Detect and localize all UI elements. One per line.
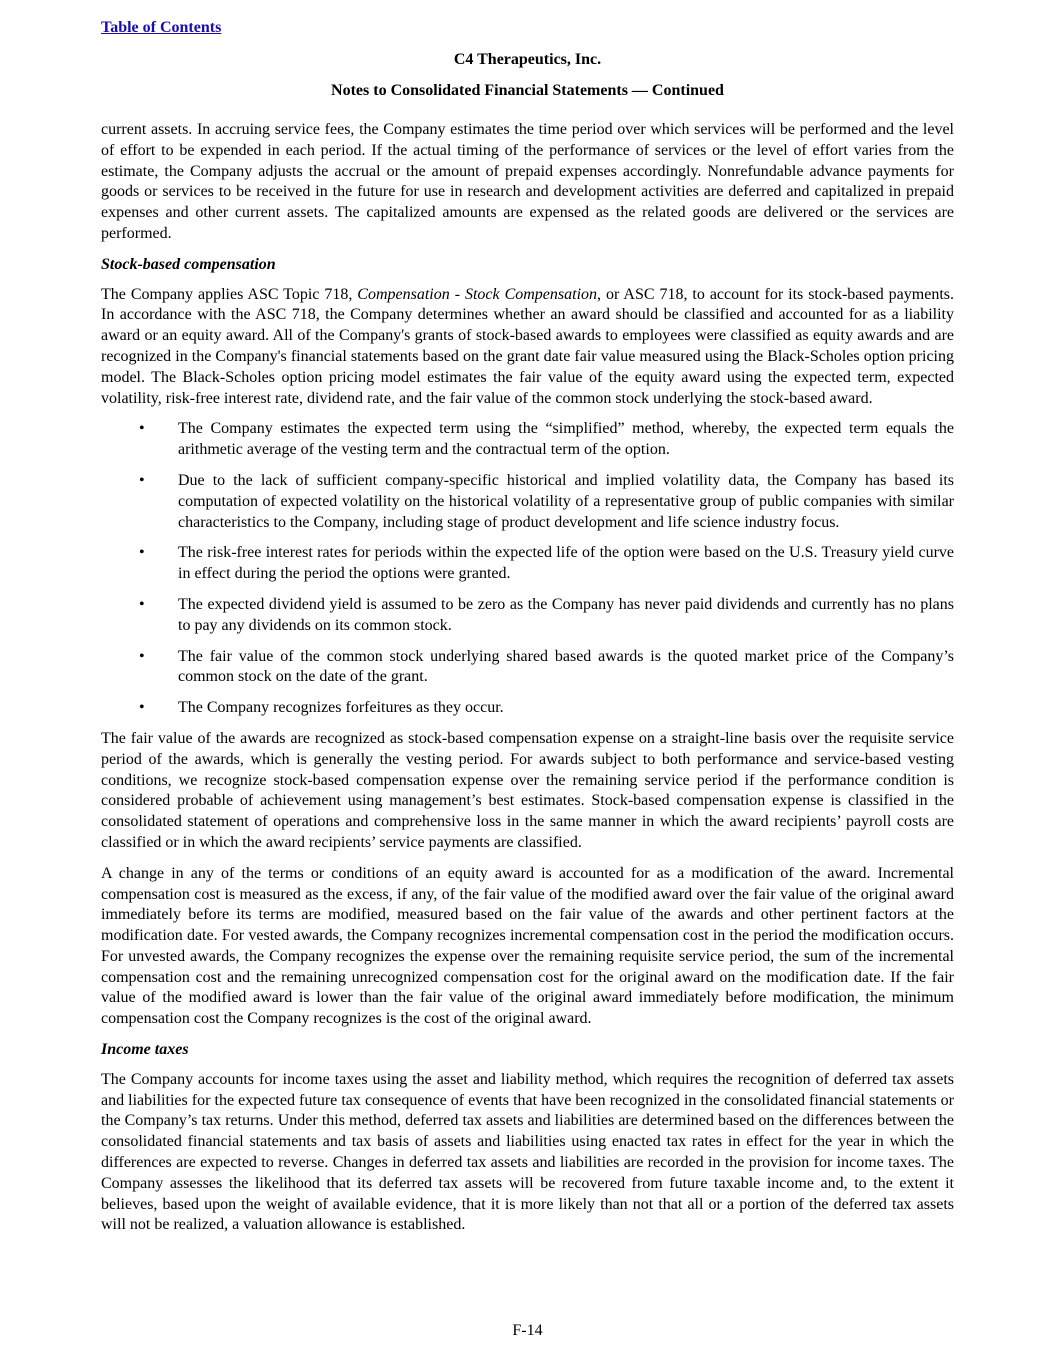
list-item-text: The expected dividend yield is assumed to be zero as the Company has never paid dividends and currently has no plans to pay any dividends on its common stock. [178,595,954,634]
company-name: C4 Therapeutics, Inc. [453,51,602,68]
bullet-icon: • [139,699,145,717]
paragraph-sbc-2: The fair value of the awards are recognized as stock-based compensation expense on a straight-line basis over the requisite service period of the awards, which is generally the vesting period. For awards subject to both performance and service-based vesting conditions, we recognize stock-based compensation expense over the remaining service period if the performance condition is considered probable of achievement using management’s best estimates. Stock-based compensation expense is classified in the consolidated statement of operations and comprehensive loss in the same manner in which the award recipients’ payroll costs are classified or in which the award recipients’ service payments are classified. [101,729,954,851]
sbc-p1-text-b: , or ASC 718, to account for its stock-based payments. In accordance with the ASC 718, the Company determines whether an award should be classified and accounted for as a liability award or an equity award. All of the Company's grants of stock-based awards to employees were classified as equity awards and are recognized in the Company's financial statements based on the grant date fair value measured using the Black-Scholes option pricing model. The Black-Scholes option pricing model estimates the fair value of the equity award using the expected term, expected volatility, risk-free interest rate, dividend rate, and the fair value of the common stock underlying the stock-based award. [101,285,954,407]
list-item-text: Due to the lack of sufficient company-specific historical and implied volatility data, the Company has based its computation of expected volatility on the historical volatility of a representative group of public companies with similar characteristics to the Company, including stage of product development and life science industry focus. [178,471,954,531]
page-number: F-14 [512,1322,543,1339]
document-body [101,120,954,1246]
list-item [101,543,954,585]
bullet-icon: • [139,471,145,489]
section-heading-stock-based-compensation: Stock-based compensation [101,255,276,273]
section-heading-income-taxes: Income taxes [101,1041,189,1059]
list-item-text: The fair value of the common stock underlying shared based awards is the quoted market price of the Company’s common stock on the date of the grant. [178,647,954,686]
list-item [101,471,954,533]
paragraph-intro: current assets. In accruing service fees, the Company estimates the time period over which services will be performed and the level of effort to be expended in each period. If the actual timing of the performance of services or the level of effort varies from the estimate, the Company adjusts the accrual or the amount of prepaid expenses accordingly. Nonrefundable advance payments for goods or services to be received in the future for use in research and development activities are deferred and capitalized in prepaid expenses and other current assets. The capitalized amounts are expensed as the related goods are delivered or the services are performed. [101,121,954,242]
list-item [101,647,954,689]
list-item-text: The Company estimates the expected term using the “simplified” method, whereby, the expected term equals the arithmetic average of the vesting term and the contractual term of the option. [178,420,954,459]
page-title: Notes to Consolidated Financial Statements — Continued [331,82,724,99]
list-item-text: The risk-free interest rates for periods within the expected life of the option were based on the U.S. Treasury yield curve in effect during the period the options were granted. [178,544,954,583]
sbc-p1-text-a: The Company applies ASC Topic 718, [101,285,358,303]
bullet-icon: • [139,647,145,665]
bullet-icon: • [139,595,145,613]
list-item [101,698,954,719]
bullet-icon: • [139,544,145,562]
paragraph-sbc-3: A change in any of the terms or conditions of an equity award is accounted for as a modification of the award. Incremental compensation cost is measured as the excess, if any, of the fair value of the modified award over the fair value of the original award immediately before its terms are modified, measured based on the fair value of the awards and other pertinent factors at the modification date. For vested awards, the Company recognizes incremental compensation cost in the period the modification occurs. For unvested awards, the Company recognizes the expense over the remaining requisite service period, the sum of the incremental compensation cost and the remaining unrecognized compensation cost for the original award on the modification date. If the fair value of the modified award is lower than the fair value of the original award immediately before modification, the minimum compensation cost the Company recognizes is the cost of the original award. [101,864,954,1028]
sbc-p1-italic-term: Compensation - Stock Compensation [357,285,598,303]
assumptions-list [101,419,954,719]
paragraph-tax-1: The Company accounts for income taxes using the asset and liability method, which requires the recognition of deferred tax assets and liabilities for the expected future tax consequence of events that have been recognized in the consolidated financial statements or the Company’s tax returns. Under this method, deferred tax assets and liabilities are determined based on the differences between the consolidated financial statements and tax basis of assets and liabilities using enacted tax rates in effect for the year in which the differences are expected to reverse. Changes in deferred tax assets and liabilities are recorded in the provision for income taxes. The Company assesses the likelihood that its deferred tax assets will be recovered from future taxable income and, to the extent it believes, based upon the weight of available evidence, that it is more likely than not that all or a portion of the deferred tax assets will not be realized, a valuation allowance is established. [101,1070,954,1234]
table-of-contents-link[interactable]: Table of Contents [101,19,222,36]
bullet-icon: • [139,420,145,438]
list-item-text: The Company recognizes forfeitures as they occur. [178,699,504,717]
list-item [101,595,954,637]
paragraph-sbc-1 [101,285,954,410]
list-item [101,419,954,461]
